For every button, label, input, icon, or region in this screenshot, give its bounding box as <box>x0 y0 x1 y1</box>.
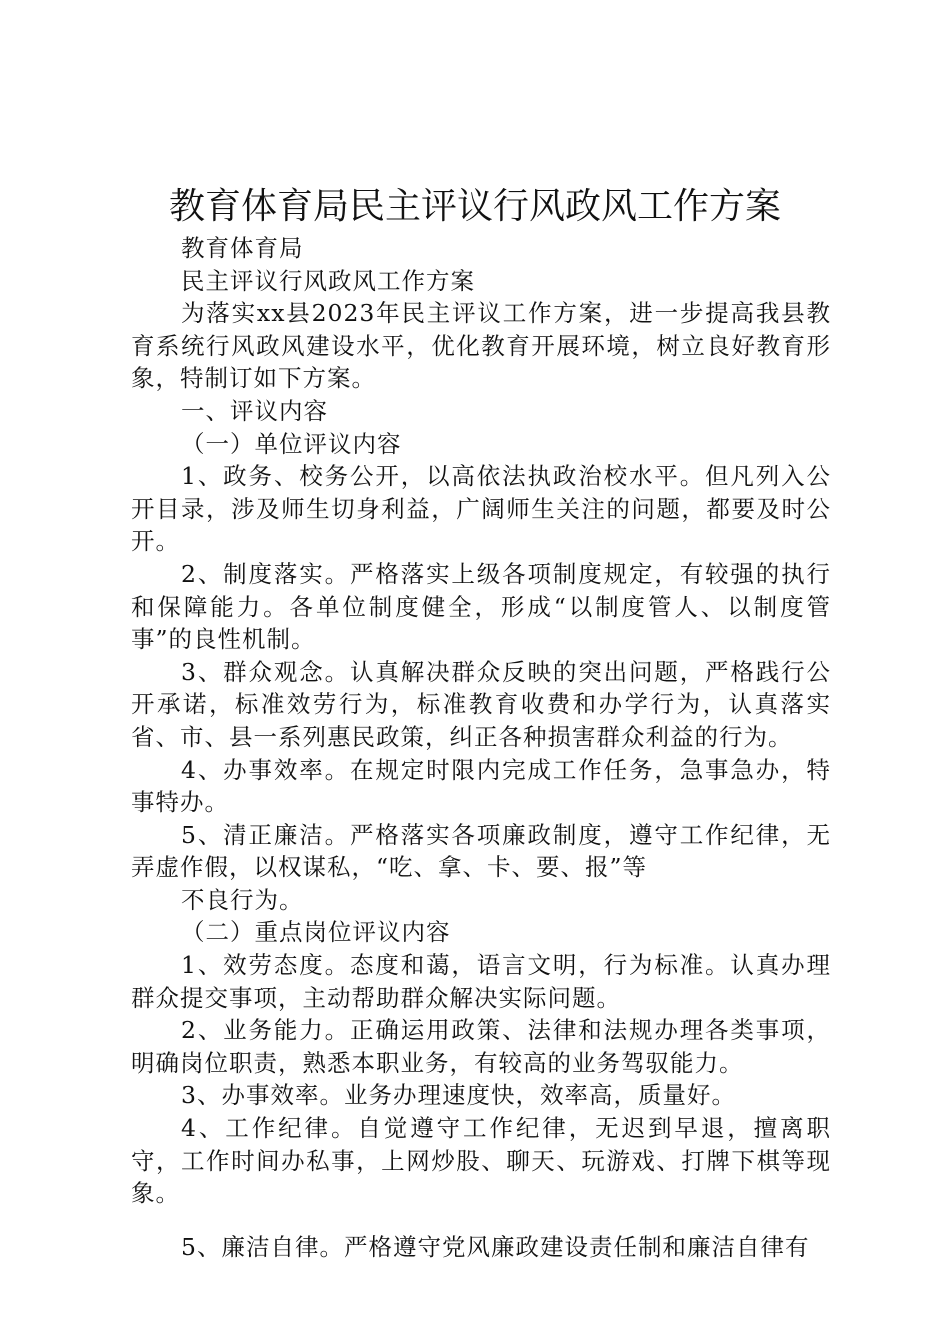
subsection-heading-2: （二）重点岗位评议内容 <box>181 918 451 947</box>
paragraph-org: 教育体育局 <box>181 234 304 262</box>
list-item: 2、制度落实。严格落实上级各项制度规定，有较强的执行和保障能力。各单位制度健全，形成“以制度管人、以制度管事”的良性机制。 <box>131 559 831 654</box>
list-item-continuation: 不良行为。 <box>181 885 304 914</box>
paragraph-subtitle: 民主评议行风政风工作方案 <box>181 266 475 295</box>
document-title: 教育体育局民主评议行风政风工作方案 <box>168 186 781 227</box>
paragraph-gap <box>131 1210 831 1231</box>
list-item: 4、办事效率。在规定时限内完成工作任务，急事急办，特事特办。 <box>131 755 831 817</box>
document-body <box>131 232 831 1263</box>
list-item: 2、业务能力。正确运用政策、法律和法规办理各类事项，明确岗位职责，熟悉本职业务，有较高的业务驾驭能力。 <box>131 1016 831 1077</box>
list-item: 1、政务、校务公开，以高依法执政治校水平。但凡列入公开目录，涉及师生切身利益，广阔师生关注的问题，都要及时公开。 <box>131 462 831 556</box>
section-heading-1: 一、评议内容 <box>181 396 328 425</box>
paragraph-intro: 为落实xx县2023年民主评议工作方案，进一步提高我县教育系统行风政风建设水平，优化教育开展环境，树立良好教育形象，特制订如下方案。 <box>131 299 831 393</box>
list-item: 4、工作纪律。自觉遵守工作纪律，无迟到早退，擅离职守，工作时间办私事，上网炒股、聊天、玩游戏、打牌下棋等现象。 <box>131 1114 831 1208</box>
list-item: 3、办事效率。业务办理速度快，效率高，质量好。 <box>181 1081 736 1110</box>
list-item: 1、效劳态度。态度和蔼，语言文明，行为标准。认真办理群众提交事项，主动帮助群众解决实际问题。 <box>131 951 831 1012</box>
subsection-heading-1: （一）单位评议内容 <box>181 429 402 458</box>
list-item: 3、群众观念。认真解决群众反映的突出问题，严格践行公开承诺，标准效劳行为，标准教育收费和办学行为，认真落实省、市、县一系列惠民政策，纠正各种损害群众利益的行为。 <box>131 657 831 751</box>
list-item: 5、廉洁自律。严格遵守党风廉政建设责任制和廉洁自律有 <box>181 1232 810 1261</box>
list-item: 5、清正廉洁。严格落实各项廉政制度，遵守工作纪律，无弄虚作假，以权谋私，“吃、拿、卡、要、报”等 <box>131 820 831 882</box>
